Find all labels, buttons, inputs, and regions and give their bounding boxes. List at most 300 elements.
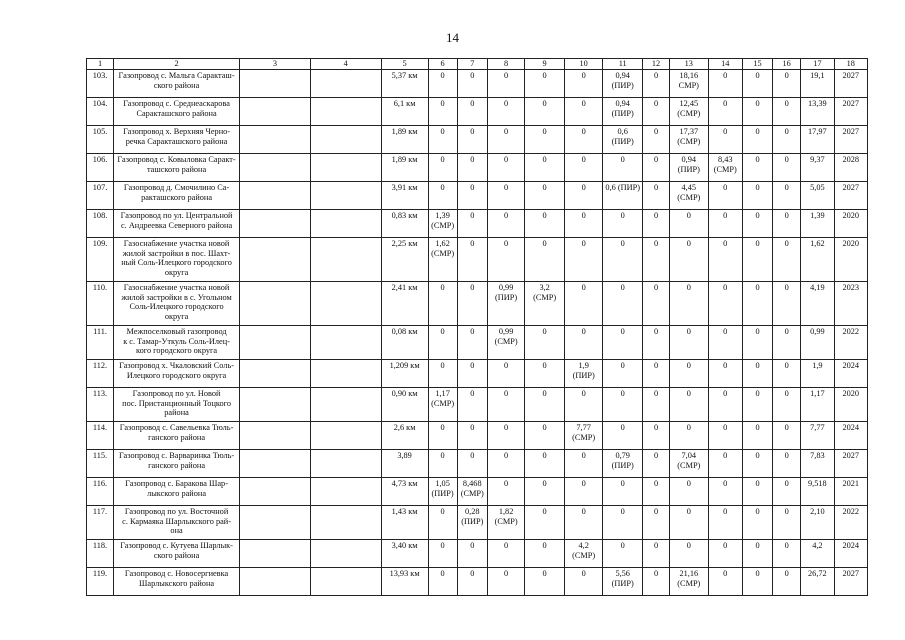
column-number-9: 9	[525, 59, 565, 70]
year-cell: 2027	[834, 70, 867, 98]
col-12-cell: 0	[642, 238, 669, 282]
col-12-cell: 0	[642, 422, 669, 450]
col-9-cell: 0	[525, 506, 565, 540]
col-11-cell: 0,6 (ПИР)	[603, 182, 643, 210]
col-15-cell: 0	[742, 282, 772, 326]
row-number: 103.	[87, 70, 114, 98]
row-number: 106.	[87, 154, 114, 182]
col-9-cell: 0	[525, 478, 565, 506]
col-10-cell: 0	[564, 70, 603, 98]
col-10-cell: 0	[564, 182, 603, 210]
col-13-cell: 0	[670, 326, 709, 360]
col-12-cell: 0	[642, 154, 669, 182]
row-number: 118.	[87, 540, 114, 568]
col-7-cell: 0	[457, 360, 487, 388]
col-9-cell: 0	[525, 450, 565, 478]
col-16-cell: 0	[773, 282, 801, 326]
col-10-cell: 0	[564, 210, 603, 238]
empty-col-3	[240, 282, 311, 326]
gas-pipeline-table	[86, 58, 868, 596]
col-13-cell: 0	[670, 282, 709, 326]
col-8-cell: 0	[487, 238, 524, 282]
empty-col-4	[310, 506, 381, 540]
col-13-cell: 0	[670, 238, 709, 282]
empty-col-4	[310, 540, 381, 568]
col-13-cell: 7,04 (СМР)	[670, 450, 709, 478]
col-16-cell: 0	[773, 154, 801, 182]
col-12-cell: 0	[642, 568, 669, 596]
col-14-cell: 0	[708, 326, 742, 360]
col-9-cell: 3,2 (СМР)	[525, 282, 565, 326]
length-cell: 0,83 км	[381, 210, 428, 238]
empty-col-3	[240, 450, 311, 478]
year-cell: 2027	[834, 182, 867, 210]
col-8-cell: 0	[487, 98, 524, 126]
total-cell: 1,9	[801, 360, 834, 388]
year-cell: 2020	[834, 388, 867, 422]
col-16-cell: 0	[773, 326, 801, 360]
empty-col-3	[240, 70, 311, 98]
col-7-cell: 0	[457, 282, 487, 326]
col-14-cell: 0	[708, 450, 742, 478]
col-12-cell: 0	[642, 360, 669, 388]
col-10-cell: 0	[564, 326, 603, 360]
total-cell: 19,1	[801, 70, 834, 98]
col-16-cell: 0	[773, 360, 801, 388]
column-number-2: 2	[114, 59, 240, 70]
col-10-cell: 0	[564, 450, 603, 478]
length-cell: 1,89 км	[381, 126, 428, 154]
table-row	[87, 182, 868, 210]
col-8-cell: 0	[487, 154, 524, 182]
col-13-cell: 0	[670, 360, 709, 388]
col-11-cell: 0	[603, 210, 643, 238]
empty-col-4	[310, 360, 381, 388]
year-cell: 2020	[834, 210, 867, 238]
col-8-cell: 0	[487, 388, 524, 422]
column-number-1: 1	[87, 59, 114, 70]
col-12-cell: 0	[642, 478, 669, 506]
year-cell: 2027	[834, 568, 867, 596]
total-cell: 9,518	[801, 478, 834, 506]
col-11-cell: 0	[603, 326, 643, 360]
empty-col-4	[310, 154, 381, 182]
length-cell: 1,43 км	[381, 506, 428, 540]
year-cell: 2020	[834, 238, 867, 282]
row-number: 108.	[87, 210, 114, 238]
column-number-row	[87, 59, 868, 70]
col-6-cell: 0	[428, 326, 457, 360]
col-6-cell: 0	[428, 568, 457, 596]
project-name: Газопровод с. Новосергиевка Шарлыкского района	[114, 568, 240, 596]
empty-col-3	[240, 326, 311, 360]
col-11-cell: 0	[603, 422, 643, 450]
row-number: 117.	[87, 506, 114, 540]
length-cell: 2,41 км	[381, 282, 428, 326]
col-12-cell: 0	[642, 210, 669, 238]
col-10-cell: 0	[564, 98, 603, 126]
col-6-cell: 0	[428, 182, 457, 210]
col-16-cell: 0	[773, 478, 801, 506]
total-cell: 2,10	[801, 506, 834, 540]
col-8-cell: 0	[487, 450, 524, 478]
column-number-7: 7	[457, 59, 487, 70]
year-cell: 2023	[834, 282, 867, 326]
col-16-cell: 0	[773, 506, 801, 540]
col-8-cell: 0	[487, 422, 524, 450]
col-12-cell: 0	[642, 326, 669, 360]
col-15-cell: 0	[742, 388, 772, 422]
col-6-cell: 0	[428, 450, 457, 478]
table-row	[87, 126, 868, 154]
project-name: Газопровод д. Смочилино Са- ракташского района	[114, 182, 240, 210]
column-number-10: 10	[564, 59, 603, 70]
empty-col-3	[240, 360, 311, 388]
row-number: 107.	[87, 182, 114, 210]
row-number: 105.	[87, 126, 114, 154]
project-name: Газоснабжение участка новой жилой застройки в пос. Шахт- ный Соль-Илецкого городского округа	[114, 238, 240, 282]
length-cell: 3,91 км	[381, 182, 428, 210]
column-number-17: 17	[801, 59, 834, 70]
empty-col-4	[310, 98, 381, 126]
col-13-cell: 0	[670, 210, 709, 238]
column-number-6: 6	[428, 59, 457, 70]
col-6-cell: 1,62 (СМР)	[428, 238, 457, 282]
project-name: Газопровод с. Варваринка Тюль- ганского района	[114, 450, 240, 478]
col-7-cell: 0	[457, 210, 487, 238]
column-number-13: 13	[670, 59, 709, 70]
col-6-cell: 0	[428, 360, 457, 388]
total-cell: 17,97	[801, 126, 834, 154]
col-15-cell: 0	[742, 568, 772, 596]
col-13-cell: 0	[670, 422, 709, 450]
col-7-cell: 0	[457, 182, 487, 210]
col-8-cell: 0	[487, 568, 524, 596]
col-15-cell: 0	[742, 70, 772, 98]
col-12-cell: 0	[642, 182, 669, 210]
project-name: Газопровод с. Ковыловка Саракт- ташского района	[114, 154, 240, 182]
col-16-cell: 0	[773, 238, 801, 282]
col-10-cell: 0	[564, 282, 603, 326]
col-11-cell: 0	[603, 388, 643, 422]
table-row	[87, 238, 868, 282]
column-number-15: 15	[742, 59, 772, 70]
col-7-cell: 0	[457, 388, 487, 422]
table-row	[87, 98, 868, 126]
col-6-cell: 0	[428, 506, 457, 540]
col-9-cell: 0	[525, 360, 565, 388]
col-9-cell: 0	[525, 568, 565, 596]
col-9-cell: 0	[525, 126, 565, 154]
col-6-cell: 0	[428, 70, 457, 98]
col-13-cell: 0	[670, 388, 709, 422]
col-13-cell: 0	[670, 540, 709, 568]
col-16-cell: 0	[773, 568, 801, 596]
table-row	[87, 154, 868, 182]
col-6-cell: 0	[428, 154, 457, 182]
col-6-cell: 1,39 (СМР)	[428, 210, 457, 238]
col-11-cell: 0	[603, 154, 643, 182]
col-7-cell: 0	[457, 98, 487, 126]
col-7-cell: 0	[457, 450, 487, 478]
col-8-cell: 0	[487, 70, 524, 98]
empty-col-3	[240, 422, 311, 450]
table-row	[87, 210, 868, 238]
year-cell: 2022	[834, 506, 867, 540]
col-15-cell: 0	[742, 182, 772, 210]
project-name: Газопровод с. Баракова Шар- лыкского района	[114, 478, 240, 506]
empty-col-3	[240, 126, 311, 154]
total-cell: 26,72	[801, 568, 834, 596]
col-14-cell: 0	[708, 360, 742, 388]
empty-col-4	[310, 210, 381, 238]
table-row	[87, 70, 868, 98]
col-8-cell: 0	[487, 540, 524, 568]
col-6-cell: 1,17 (СМР)	[428, 388, 457, 422]
col-9-cell: 0	[525, 182, 565, 210]
col-12-cell: 0	[642, 282, 669, 326]
empty-col-3	[240, 388, 311, 422]
col-7-cell: 0	[457, 126, 487, 154]
empty-col-4	[310, 182, 381, 210]
col-11-cell: 0	[603, 540, 643, 568]
length-cell: 3,40 км	[381, 540, 428, 568]
col-13-cell: 21,16 (СМР)	[670, 568, 709, 596]
col-7-cell: 0,28 (ПИР)	[457, 506, 487, 540]
total-cell: 7,83	[801, 450, 834, 478]
table-row	[87, 450, 868, 478]
col-11-cell: 0	[603, 238, 643, 282]
col-15-cell: 0	[742, 210, 772, 238]
year-cell: 2024	[834, 540, 867, 568]
empty-col-4	[310, 282, 381, 326]
empty-col-4	[310, 238, 381, 282]
col-11-cell: 0,6 (ПИР)	[603, 126, 643, 154]
total-cell: 9,37	[801, 154, 834, 182]
col-8-cell: 1,82 (СМР)	[487, 506, 524, 540]
total-cell: 1,62	[801, 238, 834, 282]
column-number-3: 3	[240, 59, 311, 70]
col-10-cell: 0	[564, 568, 603, 596]
col-16-cell: 0	[773, 70, 801, 98]
col-7-cell: 0	[457, 326, 487, 360]
col-16-cell: 0	[773, 450, 801, 478]
col-8-cell: 0,99 (ПИР)	[487, 282, 524, 326]
empty-col-3	[240, 210, 311, 238]
col-14-cell: 0	[708, 98, 742, 126]
project-name: Газопровод х. Верхняя Черно- речка Саракташского района	[114, 126, 240, 154]
row-number: 109.	[87, 238, 114, 282]
row-number: 113.	[87, 388, 114, 422]
column-number-8: 8	[487, 59, 524, 70]
length-cell: 6,1 км	[381, 98, 428, 126]
col-9-cell: 0	[525, 540, 565, 568]
project-name: Газопровод с. Среднеаскарова Саракташского района	[114, 98, 240, 126]
total-cell: 4,19	[801, 282, 834, 326]
col-15-cell: 0	[742, 506, 772, 540]
col-6-cell: 0	[428, 98, 457, 126]
page-number: 14	[446, 30, 459, 45]
table-row	[87, 326, 868, 360]
column-number-14: 14	[708, 59, 742, 70]
empty-col-4	[310, 568, 381, 596]
col-9-cell: 0	[525, 70, 565, 98]
col-13-cell: 12,45 (СМР)	[670, 98, 709, 126]
col-14-cell: 0	[708, 182, 742, 210]
year-cell: 2027	[834, 450, 867, 478]
total-cell: 4,2	[801, 540, 834, 568]
length-cell: 4,73 км	[381, 478, 428, 506]
project-name: Газопровод по ул. Новой пос. Пристанционный Тоцкого района	[114, 388, 240, 422]
col-14-cell: 0	[708, 238, 742, 282]
col-11-cell: 5,56 (ПИР)	[603, 568, 643, 596]
col-13-cell: 0	[670, 478, 709, 506]
empty-col-4	[310, 478, 381, 506]
total-cell: 7,77	[801, 422, 834, 450]
col-7-cell: 0	[457, 568, 487, 596]
col-10-cell: 0	[564, 478, 603, 506]
column-number-12: 12	[642, 59, 669, 70]
row-number: 119.	[87, 568, 114, 596]
col-16-cell: 0	[773, 182, 801, 210]
length-cell: 1,89 км	[381, 154, 428, 182]
row-number: 104.	[87, 98, 114, 126]
empty-col-4	[310, 126, 381, 154]
length-cell: 5,37 км	[381, 70, 428, 98]
col-12-cell: 0	[642, 450, 669, 478]
length-cell: 2,25 км	[381, 238, 428, 282]
table-row	[87, 568, 868, 596]
col-14-cell: 0	[708, 540, 742, 568]
col-10-cell: 0	[564, 238, 603, 282]
table-row	[87, 282, 868, 326]
col-12-cell: 0	[642, 506, 669, 540]
col-11-cell: 0,94 (ПИР)	[603, 98, 643, 126]
col-15-cell: 0	[742, 478, 772, 506]
year-cell: 2024	[834, 422, 867, 450]
col-9-cell: 0	[525, 154, 565, 182]
col-14-cell: 0	[708, 568, 742, 596]
col-12-cell: 0	[642, 70, 669, 98]
project-name: Газопровод х. Чкаловский Соль- Илецкого городского округа	[114, 360, 240, 388]
total-cell: 0,99	[801, 326, 834, 360]
col-12-cell: 0	[642, 98, 669, 126]
col-11-cell: 0	[603, 360, 643, 388]
col-14-cell: 0	[708, 282, 742, 326]
row-number: 110.	[87, 282, 114, 326]
col-15-cell: 0	[742, 360, 772, 388]
empty-col-3	[240, 98, 311, 126]
col-11-cell: 0	[603, 282, 643, 326]
col-11-cell: 0	[603, 506, 643, 540]
empty-col-4	[310, 450, 381, 478]
project-name: Газопровод по ул. Восточной с. Кармаяка Шарлыкского рай- она	[114, 506, 240, 540]
col-7-cell: 0	[457, 540, 487, 568]
length-cell: 2,6 км	[381, 422, 428, 450]
col-8-cell: 0,99 (СМР)	[487, 326, 524, 360]
table-row	[87, 540, 868, 568]
row-number: 115.	[87, 450, 114, 478]
col-6-cell: 0	[428, 126, 457, 154]
year-cell: 2021	[834, 478, 867, 506]
col-9-cell: 0	[525, 388, 565, 422]
col-14-cell: 0	[708, 478, 742, 506]
col-6-cell: 0	[428, 540, 457, 568]
col-7-cell: 8,468 (СМР)	[457, 478, 487, 506]
project-name: Газопровод с. Кутуева Шарлык- ского района	[114, 540, 240, 568]
project-name: Газоснабжение участка новой жилой застройки в с. Угольном Соль-Илецкого городского округа	[114, 282, 240, 326]
total-cell: 13,39	[801, 98, 834, 126]
col-16-cell: 0	[773, 540, 801, 568]
col-10-cell: 4,2 (СМР)	[564, 540, 603, 568]
col-16-cell: 0	[773, 98, 801, 126]
table-row	[87, 478, 868, 506]
col-13-cell: 17,37 (СМР)	[670, 126, 709, 154]
col-15-cell: 0	[742, 98, 772, 126]
column-number-4: 4	[310, 59, 381, 70]
col-13-cell: 4,45 (СМР)	[670, 182, 709, 210]
row-number: 114.	[87, 422, 114, 450]
year-cell: 2028	[834, 154, 867, 182]
empty-col-3	[240, 154, 311, 182]
col-13-cell: 18,16 СМР)	[670, 70, 709, 98]
col-14-cell: 0	[708, 422, 742, 450]
year-cell: 2024	[834, 360, 867, 388]
col-15-cell: 0	[742, 422, 772, 450]
empty-col-4	[310, 326, 381, 360]
empty-col-4	[310, 388, 381, 422]
col-7-cell: 0	[457, 70, 487, 98]
col-15-cell: 0	[742, 540, 772, 568]
total-cell: 5,05	[801, 182, 834, 210]
col-11-cell: 0	[603, 478, 643, 506]
row-number: 112.	[87, 360, 114, 388]
col-15-cell: 0	[742, 126, 772, 154]
col-9-cell: 0	[525, 422, 565, 450]
project-name: Газопровод по ул. Центральной с. Андреевка Северного района	[114, 210, 240, 238]
column-number-18: 18	[834, 59, 867, 70]
col-10-cell: 0	[564, 506, 603, 540]
col-14-cell: 0	[708, 70, 742, 98]
project-name: Газопровод с. Савельевка Тюль- ганского района	[114, 422, 240, 450]
col-12-cell: 0	[642, 388, 669, 422]
length-cell: 0,08 км	[381, 326, 428, 360]
col-15-cell: 0	[742, 326, 772, 360]
col-13-cell: 0,94 (ПИР)	[670, 154, 709, 182]
empty-col-3	[240, 506, 311, 540]
project-name: Газопровод с. Мальга Саракташ- ского района	[114, 70, 240, 98]
column-number-16: 16	[773, 59, 801, 70]
col-8-cell: 0	[487, 210, 524, 238]
col-16-cell: 0	[773, 210, 801, 238]
empty-col-3	[240, 568, 311, 596]
col-11-cell: 0,94 (ПИР)	[603, 70, 643, 98]
col-12-cell: 0	[642, 126, 669, 154]
total-cell: 1,39	[801, 210, 834, 238]
col-8-cell: 0	[487, 478, 524, 506]
col-10-cell: 7,77 (СМР)	[564, 422, 603, 450]
column-number-5: 5	[381, 59, 428, 70]
col-10-cell: 1,9 (ПИР)	[564, 360, 603, 388]
col-8-cell: 0	[487, 182, 524, 210]
col-9-cell: 0	[525, 238, 565, 282]
col-8-cell: 0	[487, 360, 524, 388]
empty-col-3	[240, 540, 311, 568]
col-15-cell: 0	[742, 450, 772, 478]
year-cell: 2022	[834, 326, 867, 360]
empty-col-3	[240, 238, 311, 282]
col-6-cell: 1,05 (ПИР)	[428, 478, 457, 506]
